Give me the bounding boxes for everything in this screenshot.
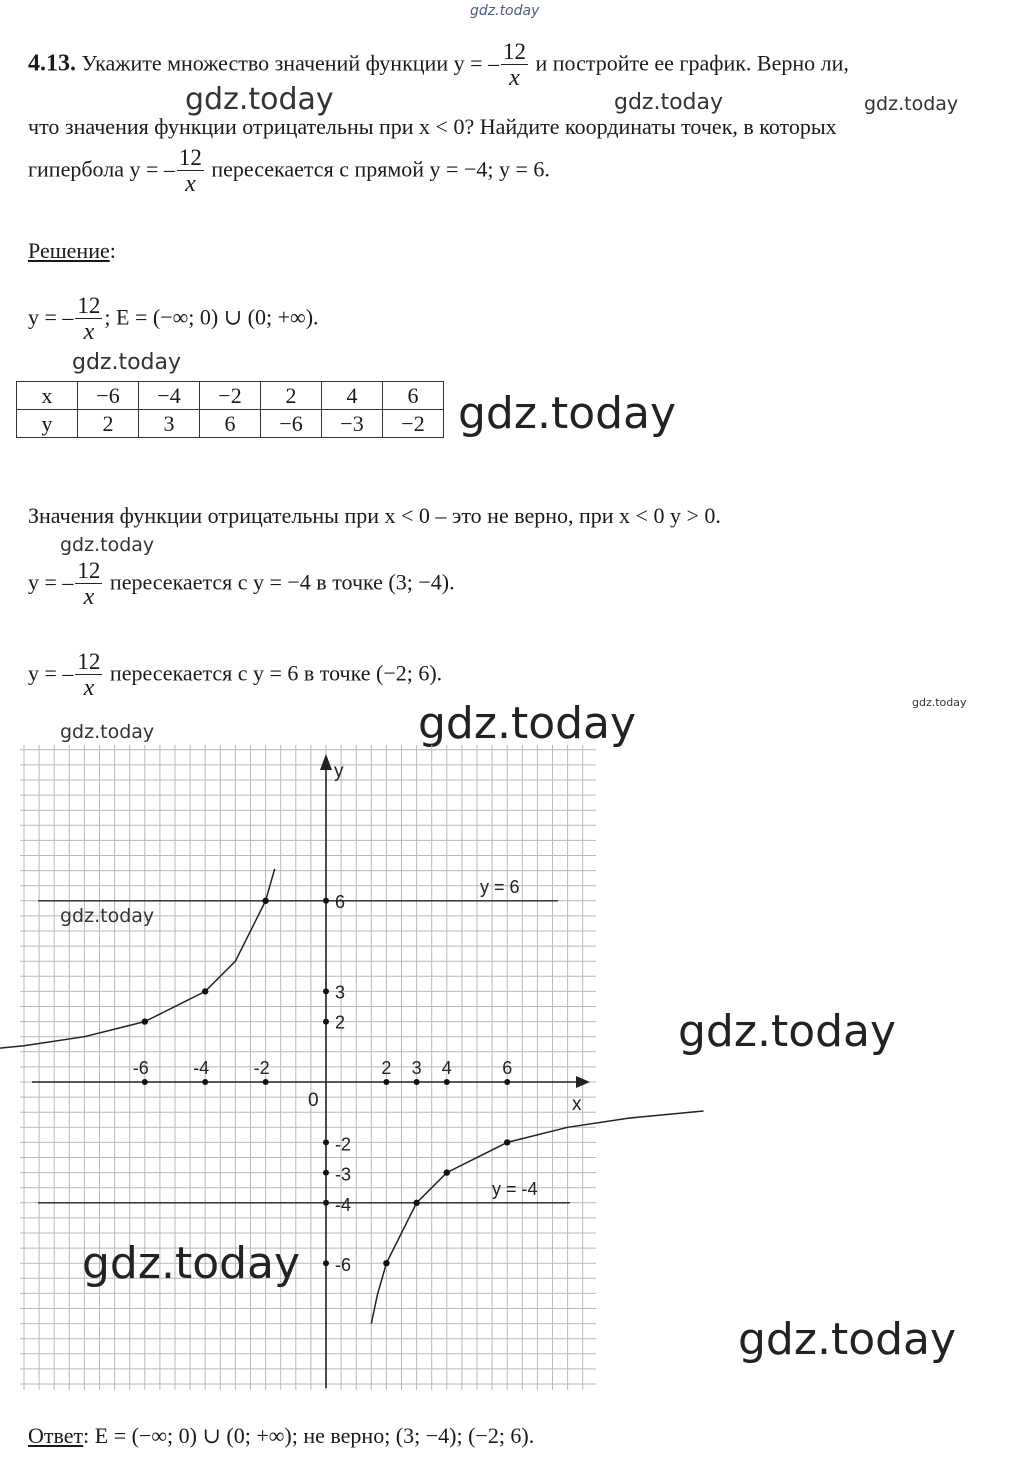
y-tick-dot [323, 1019, 329, 1025]
watermark: gdz.today [458, 388, 677, 439]
curve-point [202, 988, 208, 994]
curve-point [142, 1018, 148, 1024]
table-cell: −2 [383, 410, 444, 438]
y-tick-dot [323, 1260, 329, 1266]
watermark: gdz.today [72, 350, 182, 375]
watermark: gdz.today [614, 90, 724, 115]
graph-labels [133, 761, 582, 1275]
y-tick-label: 6 [335, 891, 346, 912]
table-cell: 6 [383, 382, 444, 410]
y-tick-label: 3 [335, 982, 346, 1003]
watermark: gdz.today [864, 93, 959, 115]
y-tick-dot [323, 1170, 329, 1176]
x-axis-arrow [576, 1076, 590, 1088]
curve-point [444, 1169, 450, 1175]
curve-point [413, 1200, 419, 1206]
fraction: $\frac{12}{x}$ [77, 558, 101, 610]
fraction: $\frac{12}{x}$ [178, 145, 202, 197]
watermark: gdz.today [82, 1238, 301, 1289]
graph-points [142, 898, 511, 1267]
hyperbola-branch_right [371, 1111, 703, 1324]
x-tick-dot [414, 1079, 420, 1085]
origin-label: 0 [308, 1090, 319, 1111]
problem-text: и постройте ее график. Верно ли, [535, 50, 849, 76]
x-tick-label: -4 [193, 1058, 210, 1078]
y-tick-dot [323, 988, 329, 994]
table-cell: −6 [78, 382, 139, 410]
y-tick-dot [323, 1200, 329, 1206]
fraction: $\frac{12}{x}$ [77, 293, 101, 345]
table-cell: −3 [322, 410, 383, 438]
table-row-y [17, 410, 444, 438]
table-row-x [17, 382, 444, 410]
x-tick-label: 2 [381, 1058, 392, 1078]
table-cell: 3 [139, 410, 200, 438]
negativity-statement: Значения функции отрицательны при x < 0 – это не верно, при x < 0 y > 0. [28, 503, 721, 528]
watermark: gdz.today [60, 905, 155, 927]
fraction: $\frac{12}{x}$ [503, 39, 526, 91]
horizontal-line-label: y = 6 [480, 876, 520, 897]
watermark-top: gdz.today [470, 3, 540, 19]
x-tick-label: -2 [253, 1058, 270, 1078]
value-table [16, 381, 444, 438]
table-header-x: x [17, 382, 78, 410]
intersection-2: y = – $\frac{12}{x}$ пересекается с y = 6 в точке (−2; 6). [28, 649, 443, 701]
x-tick-dot [263, 1079, 269, 1085]
problem-line-2: что значения функции отрицательны при x < 0? Найдите координаты точек, в которых [28, 114, 837, 139]
y-axis-arrow [320, 754, 332, 770]
table-cell: 6 [200, 410, 261, 438]
graph-axes [32, 754, 590, 1388]
problem-text: Укажите множество значений функции y = – [81, 50, 499, 76]
y-tick-label: -2 [335, 1134, 352, 1155]
y-tick-label: -4 [335, 1194, 352, 1215]
curve-point [383, 1260, 389, 1266]
horizontal-line-label: y = -4 [492, 1178, 538, 1199]
x-tick-label: 4 [441, 1058, 452, 1078]
x-tick-label: 3 [411, 1058, 422, 1078]
function-range: y = – $\frac{12}{x}$ ; E = (−∞; 0) ∪ (0; +∞). [28, 293, 319, 345]
fraction: $\frac{12}{x}$ [77, 649, 101, 701]
table-header-y: y [17, 410, 78, 438]
table-cell: −4 [139, 382, 200, 410]
watermark: gdz.today [60, 721, 155, 743]
x-tick-dot [142, 1079, 148, 1085]
y-tick-label: -3 [335, 1164, 352, 1185]
watermark: gdz.today [738, 1314, 957, 1365]
y-tick-dot [323, 1139, 329, 1145]
x-tick-dot [444, 1079, 450, 1085]
x-tick-dot [504, 1079, 510, 1085]
watermark: gdz.today [912, 696, 967, 709]
watermark: gdz.today [60, 534, 155, 556]
y-axis-label: y [334, 761, 344, 782]
answer: Ответ: E = (−∞; 0) ∪ (0; +∞); не верно; (3; −4); (−2; 6). [28, 1423, 535, 1448]
y-tick-label: 2 [335, 1012, 346, 1033]
horizontal-lines [38, 901, 570, 1203]
problem-line-1 [28, 40, 849, 91]
table-cell: 2 [261, 382, 322, 410]
hyperbola-branch_left [0, 869, 275, 1053]
problem-line-3: гипербола y = – $\frac{12}{x}$ пересекается с прямой y = −4; y = 6. [28, 145, 550, 197]
watermark: gdz.today [678, 1006, 897, 1057]
x-tick-dot [383, 1079, 389, 1085]
curve-point [262, 898, 268, 904]
watermark: gdz.today [418, 698, 637, 749]
table-cell: −6 [261, 410, 322, 438]
graph-grid [20, 745, 596, 1390]
table-cell: −2 [200, 382, 261, 410]
x-axis-label: x [572, 1094, 582, 1115]
curve-point [504, 1139, 510, 1145]
problem-number: 4.13. [28, 50, 76, 77]
intersection-1: y = – $\frac{12}{x}$ пересекается с y = −4 в точке (3; −4). [28, 558, 455, 610]
watermark: gdz.today [185, 82, 334, 117]
table-cell: 4 [322, 382, 383, 410]
y-tick-dot [323, 898, 329, 904]
y-tick-label: -6 [335, 1255, 352, 1276]
x-tick-label: 6 [502, 1058, 513, 1078]
solution-heading: Решение: [28, 238, 116, 263]
table-cell: 2 [78, 410, 139, 438]
x-tick-dot [202, 1079, 208, 1085]
x-tick-label: -6 [132, 1058, 149, 1078]
